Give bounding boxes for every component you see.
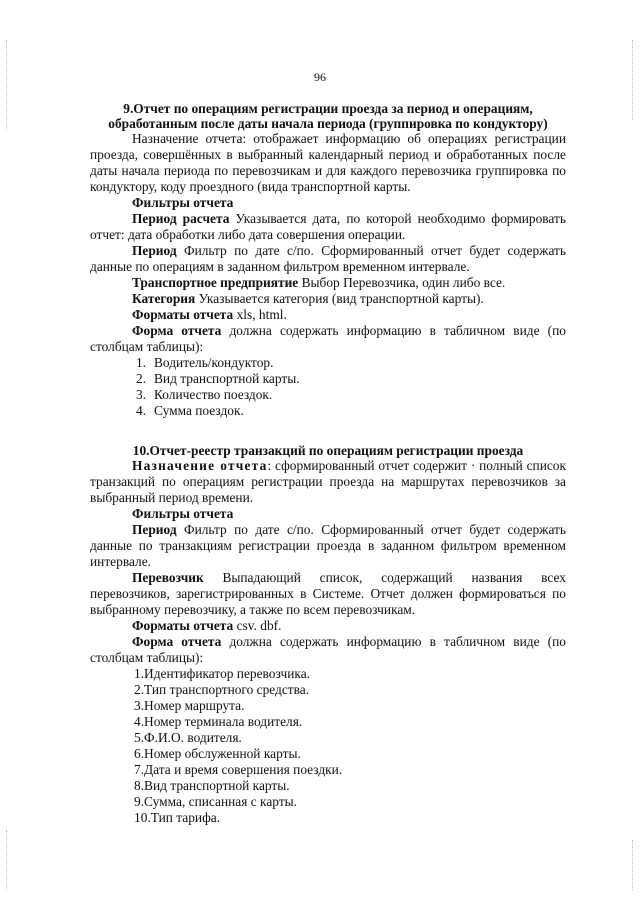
section-9-heading: 9.Отчет по операциям регистрации проезда за период и операциям, обработанным после даты начала периода (группировка по кондуктору)	[108, 101, 548, 131]
list-item-text: Количество поездок.	[154, 387, 273, 402]
section-9-period-calc	[90, 211, 566, 243]
formats-text: csv. dbf.	[233, 618, 282, 633]
period-label: Период	[132, 243, 177, 258]
list-item	[90, 371, 566, 387]
category-label: Категория	[132, 291, 196, 306]
section-10-form	[90, 634, 566, 666]
section-9-formats	[90, 307, 566, 323]
list-item: 1.Идентификатор перевозчика.	[134, 666, 310, 681]
section-10-columns-list	[90, 666, 566, 826]
category-text: Указывается категория (вид транспортной карты).	[195, 291, 484, 306]
period-calc-text: Указывается дата, по которой необходимо формировать отчет: дата обработки либо дата совершения операции.	[90, 211, 566, 242]
scan-edge-mark	[6, 40, 8, 130]
purpose-text: : сформированный отчет содержит · полный список транзакций по операциям регистрации проезда на маршрутах перевозчиков за выбранный период времени.	[90, 458, 567, 505]
list-item-text: Вид транспортной карты.	[154, 371, 300, 386]
list-item	[90, 387, 566, 403]
list-item	[90, 403, 566, 419]
list-item-number: 1.	[136, 355, 147, 370]
list-item	[90, 355, 566, 371]
section-10	[90, 443, 566, 826]
list-item: 10.Тип тарифа.	[134, 810, 221, 825]
list-item-number: 3.	[136, 387, 147, 402]
list-item-number: 4.	[136, 403, 147, 418]
section-10-carrier	[90, 570, 566, 618]
purpose-label: Назначение отчета	[132, 458, 268, 473]
list-item-text: Сумма поездок.	[154, 403, 244, 418]
section-10-purpose	[90, 458, 566, 506]
company-text: Выбор Перевозчика, один либо все.	[298, 275, 506, 290]
section-9-category	[90, 291, 566, 307]
list-item: 8.Вид транспортной карты.	[134, 778, 290, 793]
form-text: должна содержать информацию в табличном виде (по столбцам таблицы):	[90, 323, 566, 354]
period-text: Фильтр по дате с/по. Сформированный отчет будет содержать данные по транзакциям регистрации проезда в заданном фильтром временном интервале.	[90, 522, 566, 569]
section-10-filters-title: Фильтры отчета	[132, 506, 234, 521]
form-label: Форма отчета	[132, 323, 222, 338]
period-calc-label: Период расчета	[132, 211, 230, 226]
carrier-label: Перевозчик	[132, 570, 204, 585]
section-9-form	[90, 323, 566, 355]
section-10-heading: 10.Отчет-реестр транзакций по операциям регистрации проезда	[132, 443, 524, 458]
formats-text: xls, html.	[233, 307, 287, 322]
list-item-text: Водитель/кондуктор.	[154, 355, 274, 370]
company-label: Транспортное предприятие	[132, 275, 299, 290]
formats-label: Форматы отчета	[132, 307, 234, 322]
form-text: должна содержать информацию в табличном виде (по столбцам таблицы):	[90, 634, 566, 665]
section-10-period	[90, 522, 566, 570]
scan-edge-mark	[632, 840, 634, 890]
form-label: Форма отчета	[132, 634, 222, 649]
page-number: 96	[314, 70, 326, 84]
list-item: 5.Ф.И.О. водителя.	[134, 730, 242, 745]
list-item-number: 2.	[136, 371, 147, 386]
section-9-columns-list	[90, 355, 566, 419]
list-item: 7.Дата и время совершения поездки.	[134, 762, 343, 777]
period-text: Фильтр по дате с/по. Сформированный отчет будет содержать данные по операциям в заданном фильтром временном интервале.	[90, 243, 566, 274]
list-item: 6.Номер обслуженной карты.	[134, 746, 301, 761]
list-item: 3.Номер маршрута.	[134, 698, 245, 713]
list-item: 4.Номер терминала водителя.	[134, 714, 303, 729]
section-9-period	[90, 243, 566, 275]
scan-edge-mark	[6, 830, 8, 890]
list-item: 2.Тип транспортного средства.	[134, 682, 310, 697]
section-9-filters-title: Фильтры отчета	[132, 195, 234, 210]
section-9	[90, 101, 566, 419]
section-10-formats	[90, 618, 566, 634]
period-label: Период	[132, 522, 177, 537]
section-9-company	[90, 275, 566, 291]
section-9-purpose: Назначение отчета: отображает информацию об операциях регистрации проезда, совершённых в выбранный календарный период и обработанных после даты начала периода по перевозчикам и для каждого перевозчика группировка по кондуктору, коду проездного (вида транспортной карты.	[90, 131, 566, 194]
list-item: 9.Сумма, списанная с карты.	[134, 794, 298, 809]
carrier-text: Выпадающий список, содержащий названия всех перевозчиков, зарегистрированных в Системе. Отчет должен формироваться по выбранному перевозчику, а также по всем перевозчикам.	[90, 570, 566, 617]
formats-label: Форматы отчета	[132, 618, 234, 633]
